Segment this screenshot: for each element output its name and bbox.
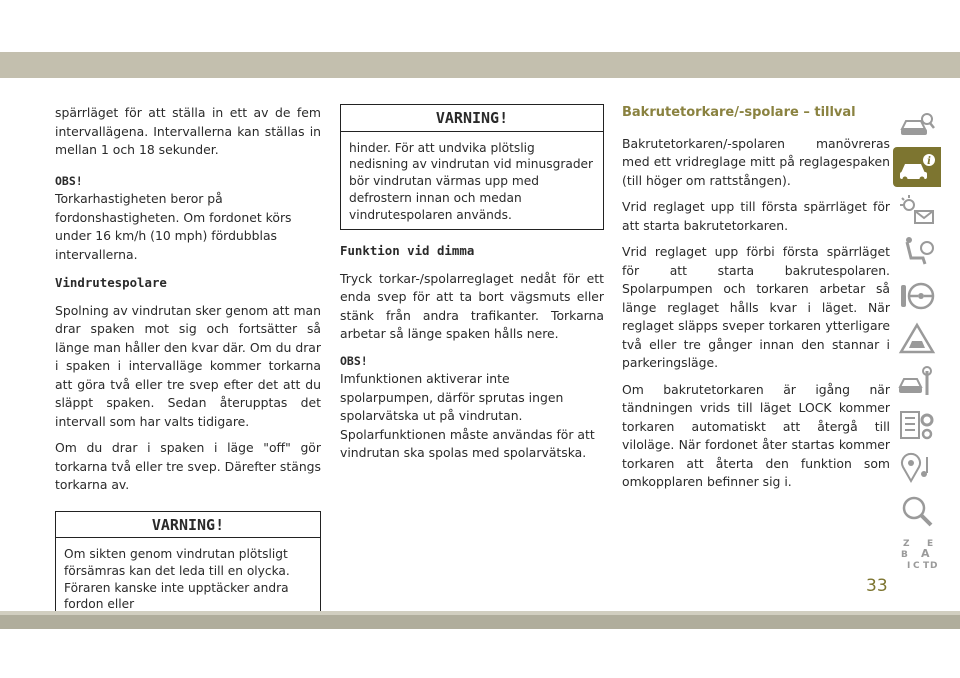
section-heading-rear-wiper: Bakrutetorkare/-spolare – tillval	[622, 105, 856, 120]
section-heading-washer: Vindrutespolare	[55, 275, 167, 290]
seat-airbag-icon	[897, 236, 937, 270]
tab-instruments[interactable]	[893, 190, 941, 230]
index-letter: D	[930, 561, 937, 571]
column-right	[622, 104, 890, 500]
intro-paragraph: spärrläget för att ställa in ett av de fem intervallägena. Intervallerna kan ställas in mellan 1 och 18 sekunder.	[55, 105, 321, 157]
warning-text: hinder. För att undvika plötslig nedisning av vindrutan vid minusgrader bör vindrutan värmas upp med defrostern innan och medan vindrutespolaren används.	[349, 140, 594, 222]
index-letter: I	[907, 561, 911, 571]
column-left	[55, 104, 321, 620]
index-letter: E	[927, 539, 934, 549]
index-letter: Z	[903, 539, 910, 549]
mist-paragraph: Tryck torkar-/spolarreglaget nedåt för ett enda svep för att ta bort vägsmuts eller stänk från andra trafikanter. Torkarna arbetar så länge spaken hålls nere.	[340, 270, 604, 342]
spec-gear-icon	[897, 408, 937, 442]
index-letter: A	[921, 547, 930, 560]
tab-introduction[interactable]	[893, 104, 941, 144]
washer-paragraph-2: Om du drar i spaken i läge "off" gör torkarna två eller tre svep. Därefter stängs torkarna av.	[55, 440, 321, 492]
index-letter: B	[901, 550, 908, 560]
warning-title: VARNING!	[341, 105, 603, 132]
tab-safety[interactable]	[893, 233, 941, 273]
tab-getting-to-know[interactable]	[893, 147, 941, 187]
rear-wiper-paragraph-4: Om bakrutetorkaren är igång när tändningen vrids till läget LOCK kommer torkaren automatiskt att återgå till viloläge. När fordonet åter startas kommer torkaren att återta den funktion som omkopplaren befinner sig i.	[622, 381, 890, 489]
steering-wheel-icon	[897, 279, 937, 313]
index-letters-icon	[897, 537, 937, 571]
index-letter: T	[923, 561, 930, 571]
note-text: Torkarhastigheten beror på fordonshastigheten. Om fordonet körs under 16 km/h (10 mph) fördubblas intervallerna.	[55, 191, 292, 262]
section-heading-mist: Funktion vid dimma	[340, 243, 475, 259]
note-block	[340, 352, 604, 463]
tab-customer-assistance[interactable]	[893, 491, 941, 531]
note-label: OBS!	[55, 173, 83, 188]
car-magnifier-icon	[897, 107, 937, 141]
chapter-tabs	[893, 104, 941, 577]
warning-box	[55, 511, 321, 621]
tab-starting-operating[interactable]	[893, 276, 941, 316]
light-message-icon	[897, 193, 937, 227]
warning-box-continued	[340, 104, 604, 230]
index-letter: C	[913, 561, 920, 571]
warning-triangle-car-icon	[897, 322, 937, 356]
note-text: Imfunktionen aktiverar inte spolarpumpen, därför sprutas ingen spolarvätska ut på vindrutan. Spolarfunktionen måste användas för att vindrutan ska spolas med spolarvätska.	[340, 371, 595, 461]
tab-servicing[interactable]	[893, 362, 941, 402]
warning-title: VARNING!	[56, 512, 320, 539]
tab-emergency[interactable]	[893, 319, 941, 359]
rear-wiper-paragraph-1: Bakrutetorkaren/-spolaren manövreras med ett vridreglage mitt på reglagespaken (till höger om rattstången).	[622, 135, 890, 188]
page-number: 33	[866, 576, 888, 596]
note-label: OBS!	[340, 353, 368, 368]
svg-text:i: i	[927, 156, 931, 167]
note-block	[55, 172, 321, 265]
warning-text: Om sikten genom vindrutan plötsligt försämras kan det leda till en olycka. Föraren kanske inte upptäcker andra fordon eller	[64, 547, 290, 612]
magnifier-icon	[897, 494, 937, 528]
column-middle	[340, 104, 604, 473]
car-info-icon	[897, 150, 937, 184]
rear-wiper-paragraph-2: Vrid reglaget upp till första spärrläget för att starta bakrutetorkaren.	[622, 199, 890, 233]
location-music-icon	[897, 451, 937, 485]
tab-technical[interactable]	[893, 405, 941, 445]
washer-paragraph-1: Spolning av vindrutan sker genom att man drar spaken mot sig och fortsätter så länge man håller den kvar där. Om du drar i spaken i intervalläge kommer torkarna att göra två eller tre svep efter det att du släppt spaken. Sedan återupptas det intervall som har valts tidigare.	[55, 302, 321, 429]
footer-band	[0, 611, 960, 629]
tab-index[interactable]	[893, 534, 941, 574]
car-wrench-icon	[897, 365, 937, 399]
tab-multimedia[interactable]	[893, 448, 941, 488]
rear-wiper-paragraph-3: Vrid reglaget upp förbi första spärrläget för att starta bakrutespolaren. Spolarpumpen och torkaren arbetar så länge reglaget hålls kvar i läget. När reglaget släpps sveper torkaren ytterligare två eller tre gånger innan den stannar i parkeringsläge.	[622, 244, 890, 370]
header-band	[0, 52, 960, 78]
